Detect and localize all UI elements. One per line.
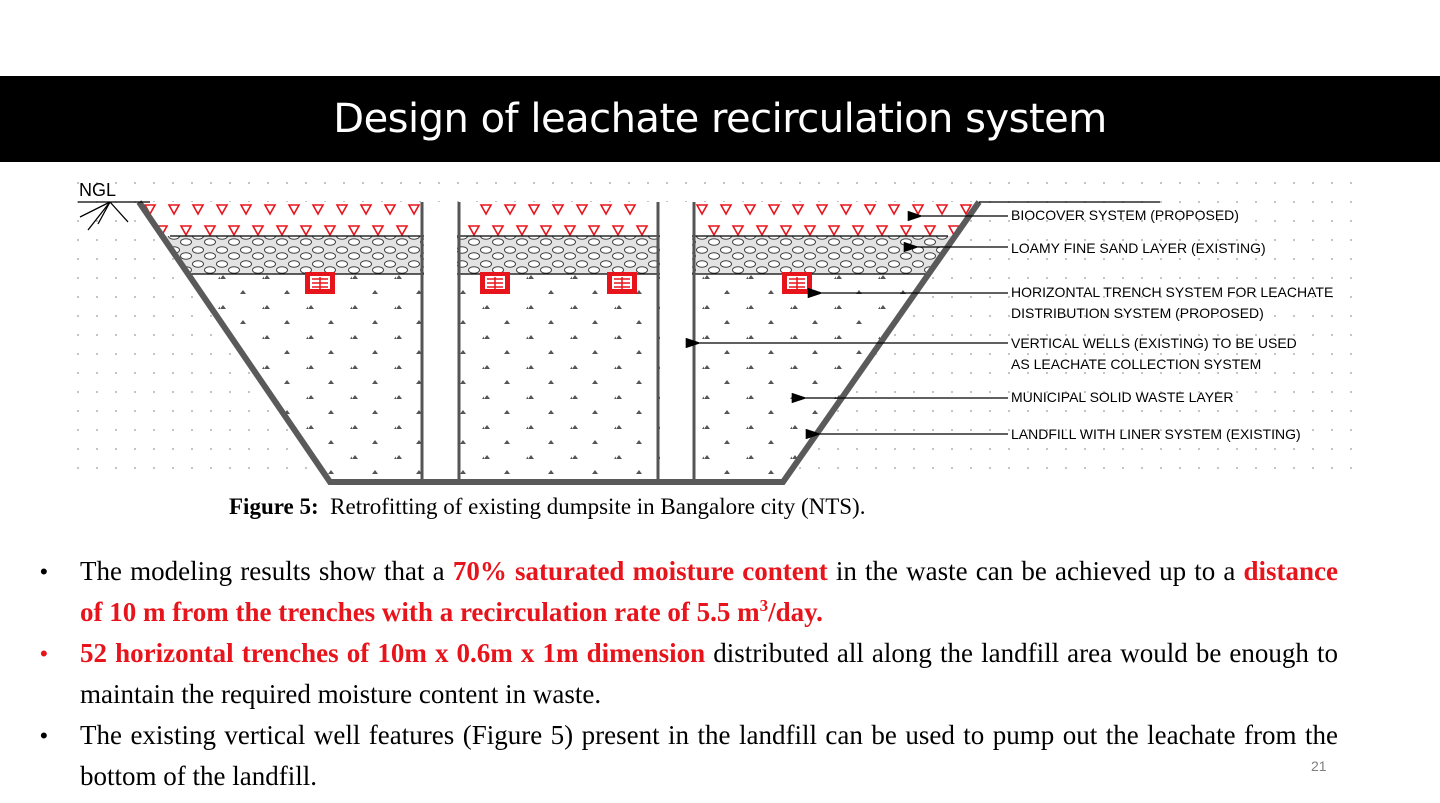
landfill-cross-section-diagram bbox=[0, 162, 1440, 492]
bullet1-text-middle: in the waste can be achieved up to a bbox=[827, 556, 1244, 586]
bullet-item-modeling bbox=[38, 551, 1338, 633]
trench-symbol bbox=[305, 272, 335, 294]
label-wells-line2: AS LEACHATE COLLECTION SYSTEM bbox=[1011, 356, 1262, 372]
label-trench-line2: DISTRIBUTION SYSTEM (PROPOSED) bbox=[1011, 305, 1264, 321]
label-wells-line1: VERTICAL WELLS (EXISTING) TO BE USED bbox=[1011, 335, 1297, 351]
label-trench-line1: HORIZONTAL TRENCH SYSTEM FOR LEACHATE bbox=[1011, 284, 1334, 300]
bullet1-superscript: 3 bbox=[759, 596, 769, 615]
page-number: 21 bbox=[1311, 758, 1327, 774]
caption-label: Figure 5: bbox=[229, 494, 319, 519]
trench-symbol bbox=[480, 272, 510, 294]
bullet1-highlight-unit: /day. bbox=[768, 597, 823, 627]
label-loamy-sand: LOAMY FINE SAND LAYER (EXISTING) bbox=[1011, 240, 1266, 256]
bullet2-highlight-trenches: 52 horizontal trenches of 10m x 0.6m x 1m dimension bbox=[80, 638, 706, 668]
ngl-label: NGL bbox=[79, 180, 117, 200]
label-liner: LANDFILL WITH LINER SYSTEM (EXISTING) bbox=[1011, 426, 1301, 442]
bullet3-text: The existing vertical well features (Figure 5) present in the landfill can be used to pump out the leachate from the bottom of the landfill. bbox=[80, 720, 1338, 791]
figure-caption bbox=[229, 494, 865, 520]
loamy-fine-sand-layer bbox=[130, 236, 990, 274]
bullet-marker: • bbox=[40, 723, 48, 748]
trench-symbol bbox=[607, 272, 637, 294]
bullet-item-wells bbox=[38, 715, 1338, 797]
bullet-item-trenches bbox=[38, 633, 1338, 715]
label-msw-layer: MUNICIPAL SOLID WASTE LAYER bbox=[1011, 389, 1234, 405]
label-biocover: BIOCOVER SYSTEM (PROPOSED) bbox=[1011, 207, 1239, 223]
bullet2-text-rest: distributed all along the landfill area would be enough to maintain the required moisture content in waste. bbox=[80, 638, 1338, 709]
bullet1-highlight-distance: distance of 10 m from the trenches with a recirculation rate of 5.5 m bbox=[80, 556, 1339, 627]
caption-text: Retrofitting of existing dumpsite in Bangalore city (NTS). bbox=[330, 494, 866, 519]
title-bar bbox=[0, 76, 1440, 162]
bullet1-text-start: The modeling results show that a bbox=[80, 556, 453, 586]
bullet-marker: • bbox=[40, 641, 48, 666]
bullet-list bbox=[38, 551, 1338, 797]
bullet1-highlight-moisture: 70% saturated moisture content bbox=[452, 556, 828, 586]
trench-symbol bbox=[782, 272, 812, 294]
bullet-marker: • bbox=[40, 559, 48, 584]
slide-title: Design of leachate recirculation system bbox=[333, 96, 1107, 142]
